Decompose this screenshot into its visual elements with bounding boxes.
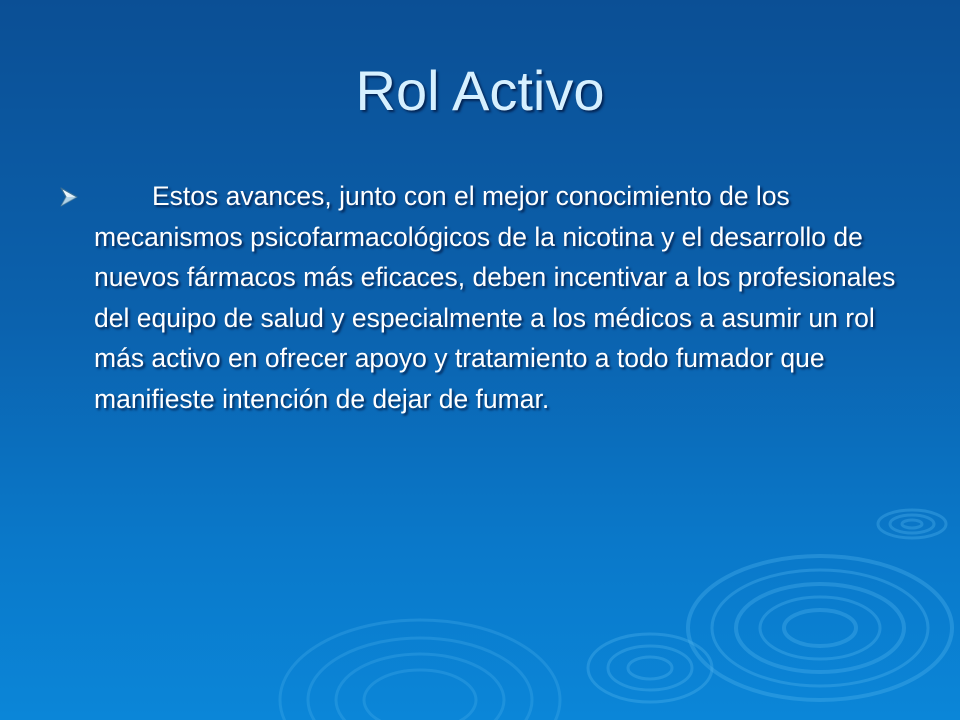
arrowhead-bullet-icon	[58, 186, 80, 208]
bullet-text: Estos avances, junto con el mejor conocimiento de los mecanismos psicofarmacológicos de la nicotina y el desarrollo de nuevos fármacos más eficaces, deben incentivar a los profesionales del equipo de salud y especialmente a los médicos a asumir un rol más activo en ofrecer apoyo y tratamiento a todo fumador que manifieste intención de dejar de fumar.	[94, 181, 896, 414]
slide-title: Rol Activo	[355, 59, 605, 122]
bullet-list	[58, 176, 898, 419]
bullet-item	[58, 176, 898, 419]
